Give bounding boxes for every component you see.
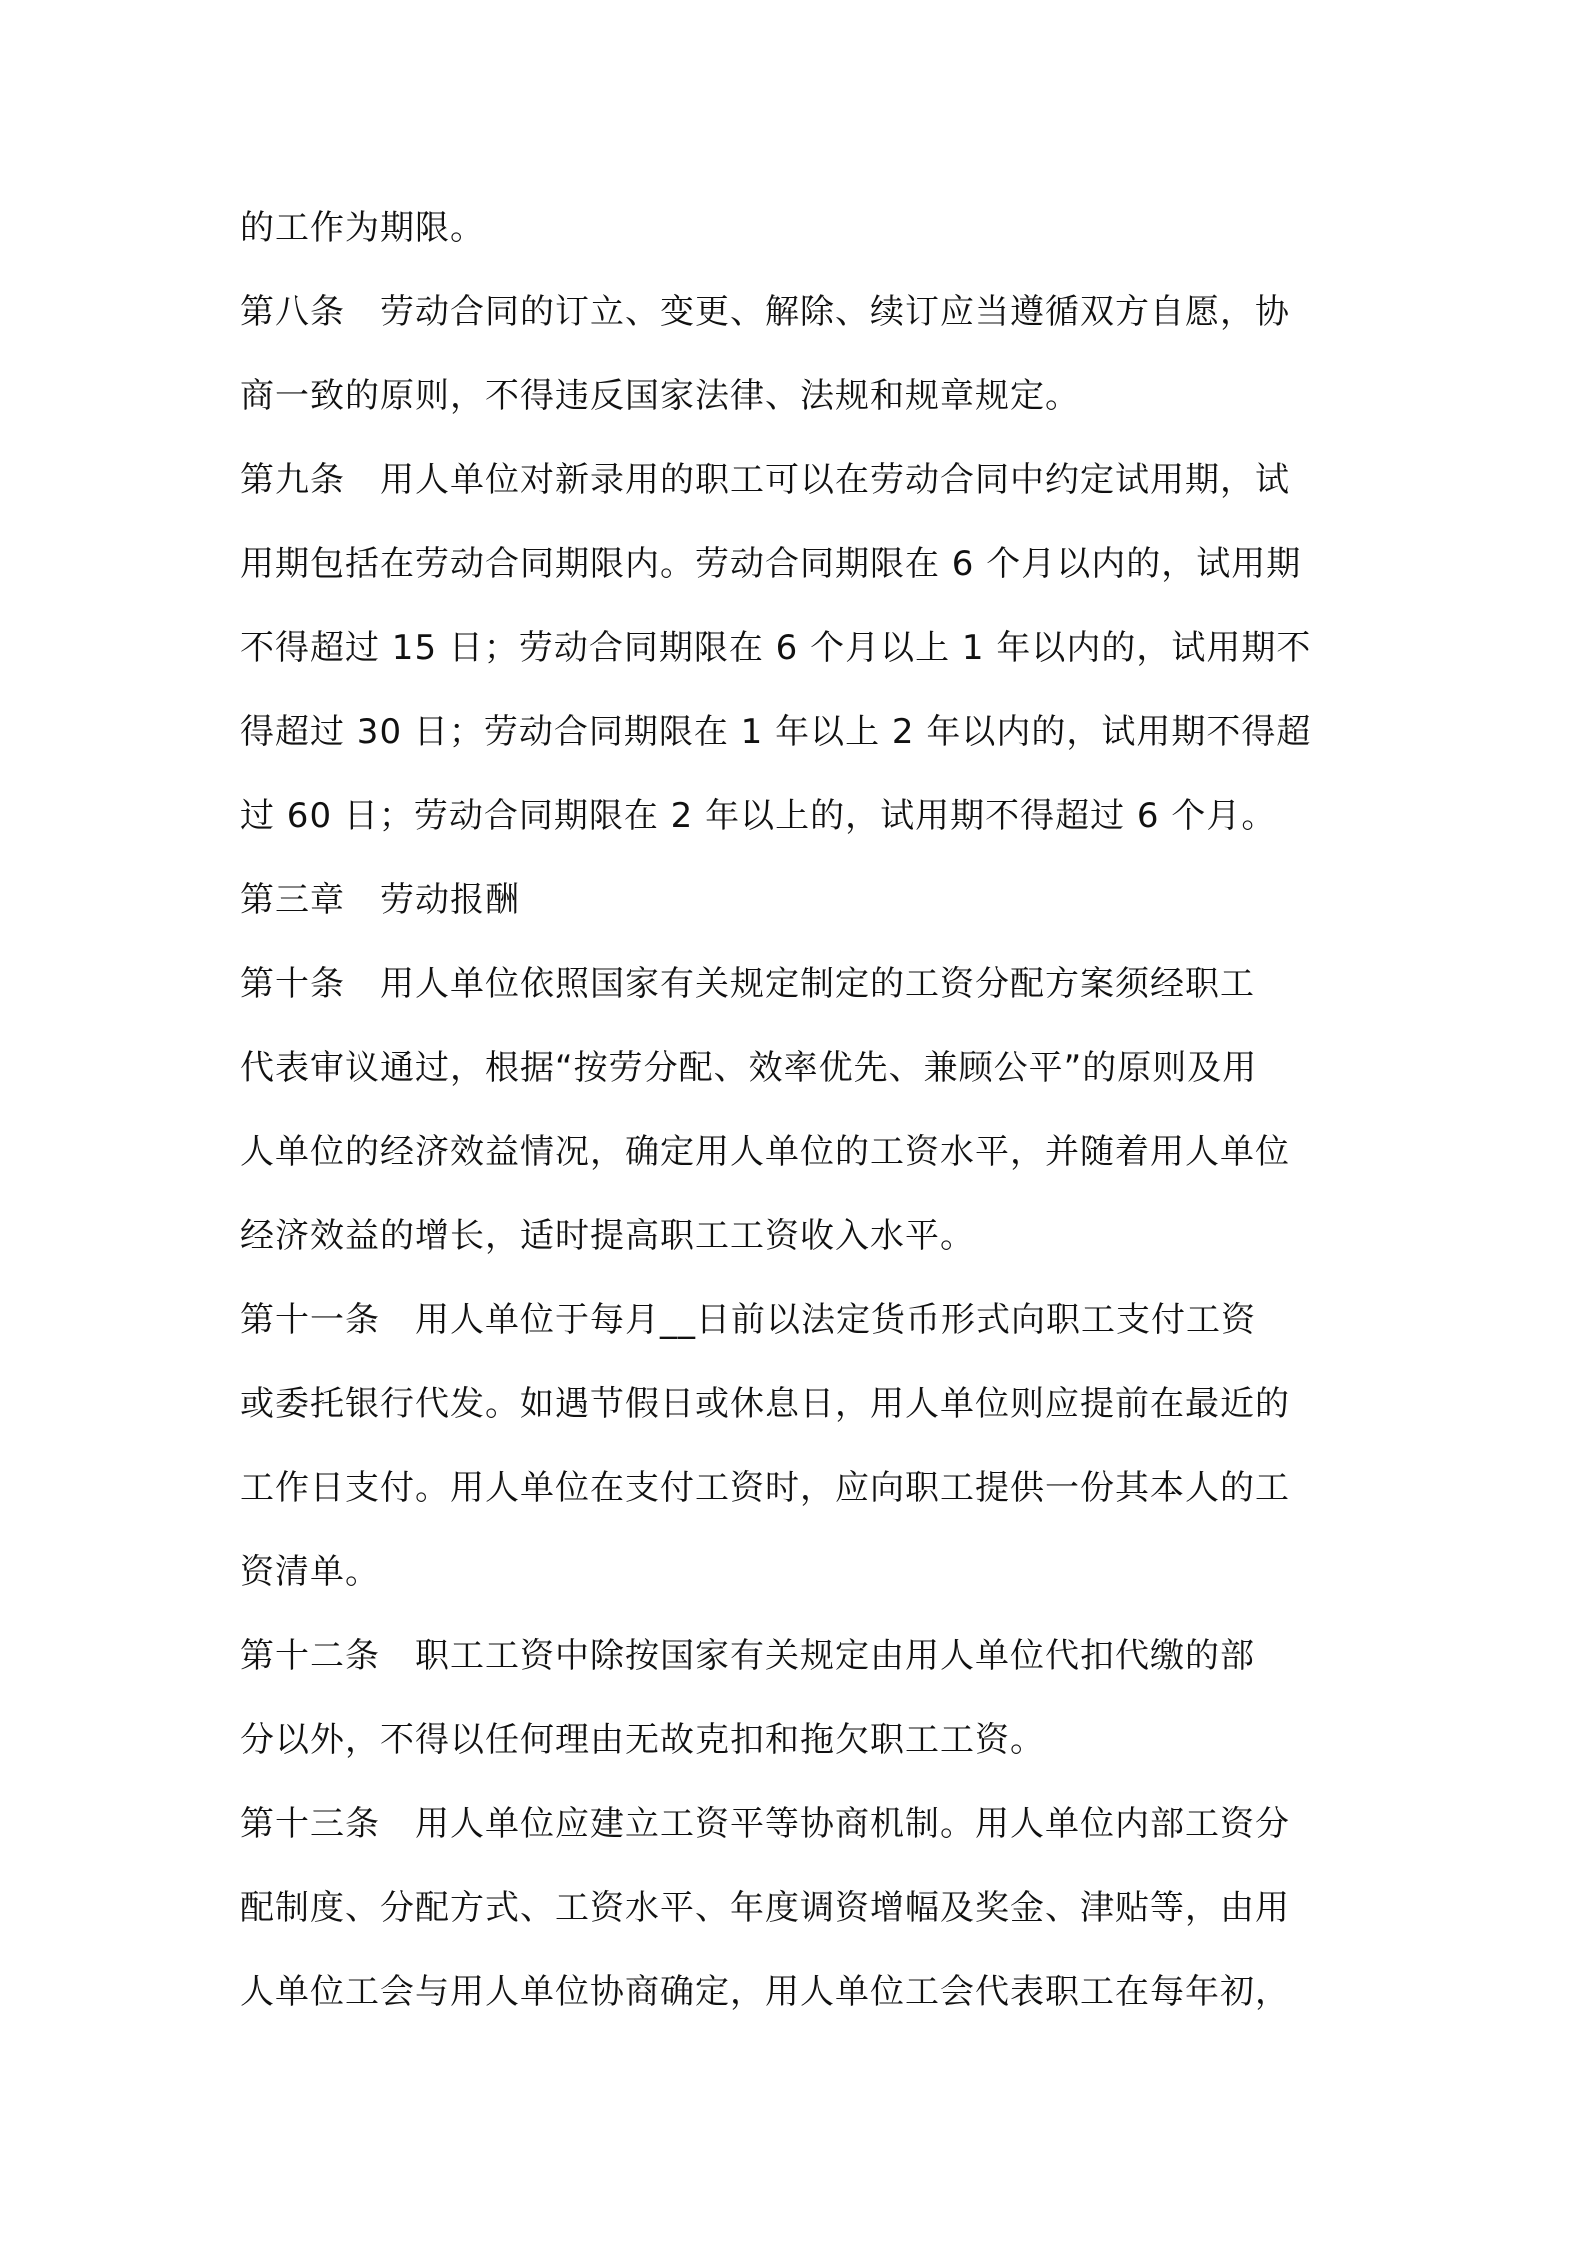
text-line: 配制度、分配方式、工资水平、年度调资增幅及奖金、津贴等，由用 <box>240 1888 1290 1928</box>
text-line: 得超过 30 日；劳动合同期限在 1 年以上 2 年以内的，试用期不得超 <box>240 712 1312 752</box>
text-line: 第九条 用人单位对新录用的职工可以在劳动合同中约定试用期，试 <box>240 460 1290 500</box>
text-line: 资清单。 <box>240 1552 380 1592</box>
text-line: 商一致的原则，不得违反国家法律、法规和规章规定。 <box>240 376 1080 416</box>
chapter-heading: 第三章 劳动报酬 <box>240 880 520 920</box>
text-line: 或委托银行代发。如遇节假日或休息日，用人单位则应提前在最近的 <box>240 1384 1290 1424</box>
text-line: 用期包括在劳动合同期限内。劳动合同期限在 6 个月以内的，试用期 <box>240 544 1302 584</box>
text-line: 工作日支付。用人单位在支付工资时，应向职工提供一份其本人的工 <box>240 1468 1290 1508</box>
text-line: 分以外，不得以任何理由无故克扣和拖欠职工工资。 <box>240 1720 1045 1760</box>
text-line: 第十一条 用人单位于每月__日前以法定货币形式向职工支付工资 <box>240 1300 1256 1340</box>
text-line: 第十条 用人单位依照国家有关规定制定的工资分配方案须经职工 <box>240 964 1255 1004</box>
text-line: 过 60 日；劳动合同期限在 2 年以上的，试用期不得超过 6 个月。 <box>240 796 1277 836</box>
text-line: 人单位的经济效益情况，确定用人单位的工资水平，并随着用人单位 <box>240 1132 1290 1172</box>
text-line: 不得超过 15 日；劳动合同期限在 6 个月以上 1 年以内的，试用期不 <box>240 628 1312 668</box>
text-line: 经济效益的增长，适时提高职工工资收入水平。 <box>240 1216 975 1256</box>
text-line: 第十三条 用人单位应建立工资平等协商机制。用人单位内部工资分 <box>240 1804 1290 1844</box>
text-line: 代表审议通过，根据“按劳分配、效率优先、兼顾公平”的原则及用 <box>240 1048 1258 1088</box>
text-line: 的工作为期限。 <box>240 208 485 248</box>
text-line: 人单位工会与用人单位协商确定，用人单位工会代表职工在每年初， <box>240 1972 1290 2012</box>
text-line: 第八条 劳动合同的订立、变更、解除、续订应当遵循双方自愿，协 <box>240 292 1290 332</box>
text-line: 第十二条 职工工资中除按国家有关规定由用人单位代扣代缴的部 <box>240 1636 1255 1676</box>
